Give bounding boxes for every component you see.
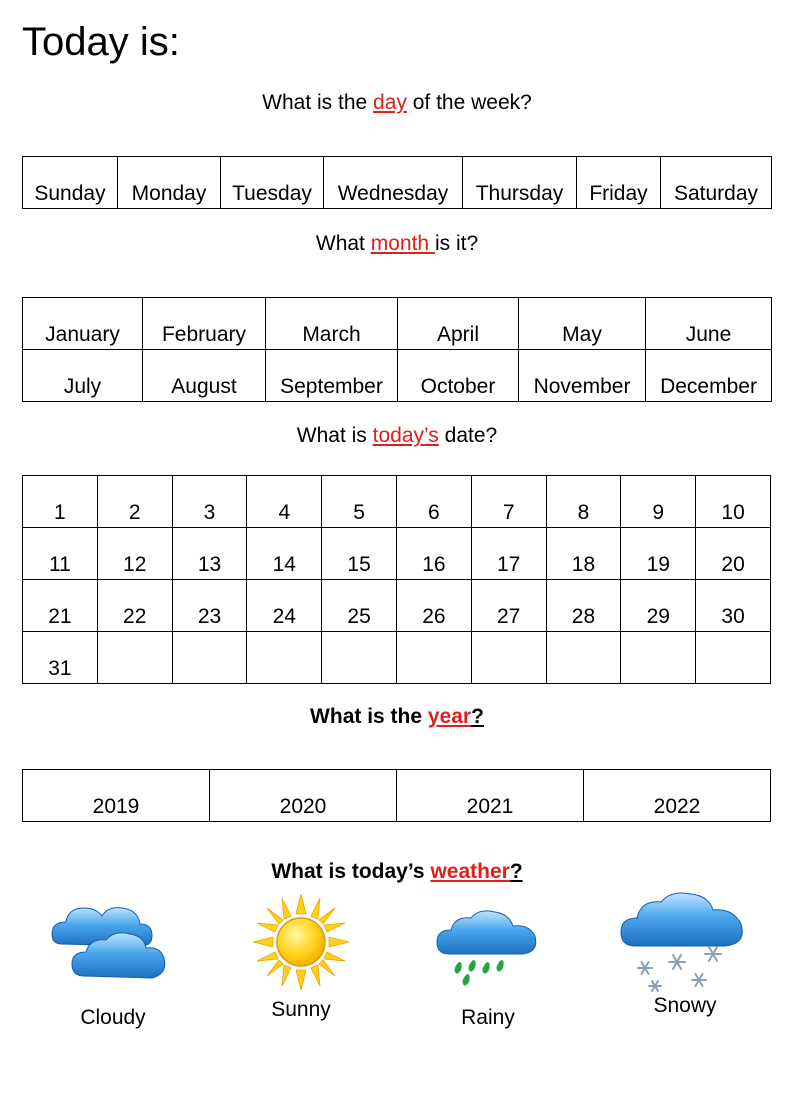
date-cell[interactable]: 22 — [97, 580, 172, 632]
date-cell[interactable]: 13 — [172, 528, 247, 580]
question-date-post: date? — [438, 424, 498, 447]
question-date — [0, 422, 794, 450]
date-cell[interactable]: 10 — [696, 476, 771, 528]
date-cell[interactable]: 26 — [396, 580, 471, 632]
months-row — [23, 350, 772, 402]
date-cell[interactable]: 14 — [247, 528, 322, 580]
dates-table — [22, 475, 771, 684]
date-cell[interactable]: 12 — [97, 528, 172, 580]
date-cell-empty — [97, 632, 172, 684]
dates-row — [23, 528, 771, 580]
month-cell[interactable]: October — [398, 350, 519, 402]
date-cell[interactable]: 3 — [172, 476, 247, 528]
day-cell[interactable]: Tuesday — [221, 157, 324, 209]
date-cell[interactable]: 7 — [471, 476, 546, 528]
date-cell-empty — [696, 632, 771, 684]
page-title: Today is: — [22, 20, 180, 64]
year-cell[interactable]: 2021 — [397, 770, 584, 822]
date-cell[interactable]: 31 — [23, 632, 98, 684]
day-cell[interactable]: Friday — [577, 157, 661, 209]
question-weather-highlight: weather — [430, 860, 510, 883]
date-cell[interactable]: 24 — [247, 580, 322, 632]
question-year — [0, 703, 794, 731]
question-day-pre: What is the — [262, 91, 374, 114]
weather-label: Sunny — [271, 998, 331, 1021]
question-month-pre: What — [315, 232, 371, 255]
date-cell-empty — [172, 632, 247, 684]
weather-option-rainy[interactable] — [413, 900, 563, 1032]
month-cell[interactable]: February — [143, 298, 266, 350]
cloudy-icon — [48, 900, 178, 992]
question-weather-post: ? — [509, 860, 523, 883]
date-cell[interactable]: 30 — [696, 580, 771, 632]
question-weather-pre: What is today’s — [271, 860, 431, 883]
question-weather — [0, 858, 794, 886]
dates-row — [23, 476, 771, 528]
date-cell[interactable]: 21 — [23, 580, 98, 632]
date-cell[interactable]: 6 — [396, 476, 471, 528]
day-cell[interactable]: Sunday — [23, 157, 118, 209]
date-cell[interactable]: 4 — [247, 476, 322, 528]
month-cell[interactable]: January — [23, 298, 143, 350]
date-cell[interactable]: 29 — [621, 580, 696, 632]
year-cell[interactable]: 2022 — [584, 770, 771, 822]
date-cell[interactable]: 15 — [322, 528, 397, 580]
month-cell[interactable]: September — [266, 350, 398, 402]
question-date-highlight: today’s — [372, 424, 439, 447]
date-cell-empty — [471, 632, 546, 684]
years-table — [22, 769, 771, 822]
month-cell[interactable]: April — [398, 298, 519, 350]
year-cell[interactable]: 2020 — [210, 770, 397, 822]
date-cell[interactable]: 17 — [471, 528, 546, 580]
date-cell[interactable]: 9 — [621, 476, 696, 528]
weather-label: Rainy — [461, 1006, 515, 1029]
date-cell[interactable]: 20 — [696, 528, 771, 580]
month-cell[interactable]: August — [143, 350, 266, 402]
date-cell[interactable]: 5 — [322, 476, 397, 528]
day-cell[interactable]: Thursday — [463, 157, 577, 209]
question-day — [0, 89, 794, 117]
months-row — [23, 298, 772, 350]
date-cell[interactable]: 2 — [97, 476, 172, 528]
years-row — [23, 770, 771, 822]
date-cell[interactable]: 28 — [546, 580, 621, 632]
weather-option-snowy[interactable] — [610, 900, 760, 1020]
months-table — [22, 297, 772, 402]
date-cell[interactable]: 18 — [546, 528, 621, 580]
sunny-icon — [251, 892, 351, 992]
days-row — [23, 157, 772, 209]
date-cell-empty — [322, 632, 397, 684]
question-year-post: ? — [471, 705, 484, 728]
snowy-icon — [615, 888, 755, 992]
date-cell[interactable]: 11 — [23, 528, 98, 580]
month-cell[interactable]: December — [646, 350, 772, 402]
weather-option-sunny[interactable] — [226, 900, 376, 1024]
dates-row — [23, 580, 771, 632]
date-cell[interactable]: 25 — [322, 580, 397, 632]
dates-row — [23, 632, 771, 684]
question-month — [0, 230, 794, 258]
month-cell[interactable]: July — [23, 350, 143, 402]
question-year-pre: What is the — [310, 705, 428, 728]
weather-label: Snowy — [653, 994, 717, 1017]
date-cell-empty — [546, 632, 621, 684]
day-cell[interactable]: Monday — [118, 157, 221, 209]
month-cell[interactable]: March — [266, 298, 398, 350]
question-month-post: is it? — [434, 232, 479, 255]
date-cell[interactable]: 27 — [471, 580, 546, 632]
date-cell-empty — [396, 632, 471, 684]
date-cell-empty — [621, 632, 696, 684]
day-cell[interactable]: Saturday — [661, 157, 772, 209]
question-date-pre: What is — [296, 424, 373, 447]
question-year-highlight: year — [427, 705, 472, 728]
date-cell[interactable]: 19 — [621, 528, 696, 580]
year-cell[interactable]: 2019 — [23, 770, 210, 822]
question-day-highlight: day — [373, 91, 407, 114]
question-day-post: of the week? — [406, 91, 532, 114]
days-table — [22, 156, 772, 209]
month-cell[interactable]: June — [646, 298, 772, 350]
month-cell[interactable]: November — [519, 350, 646, 402]
date-cell[interactable]: 23 — [172, 580, 247, 632]
date-cell[interactable]: 16 — [396, 528, 471, 580]
rainy-icon — [433, 900, 543, 992]
month-cell[interactable]: May — [519, 298, 646, 350]
date-cell-empty — [247, 632, 322, 684]
weather-option-cloudy[interactable] — [38, 900, 188, 1032]
day-cell[interactable]: Wednesday — [324, 157, 463, 209]
question-month-highlight: month — [370, 232, 435, 255]
date-cell[interactable]: 1 — [23, 476, 98, 528]
weather-label: Cloudy — [80, 1006, 146, 1029]
date-cell[interactable]: 8 — [546, 476, 621, 528]
